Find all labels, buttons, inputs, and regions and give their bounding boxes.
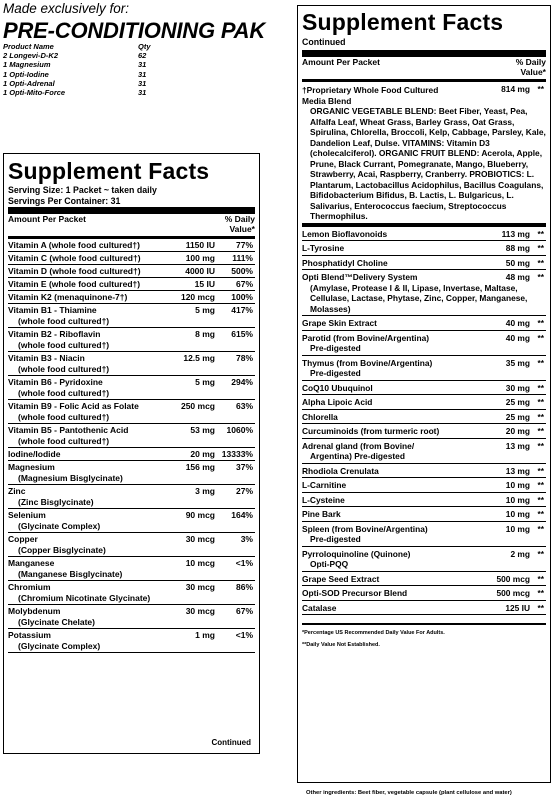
nutrient-source: (Chromium Nicotinate Glycinate)	[18, 593, 151, 604]
nutrient-amount: 100 mg	[185, 253, 215, 264]
nutrient-row	[302, 439, 546, 464]
nutrient-name: Adrenal gland (from Bovine/	[302, 440, 415, 451]
nutrient-amount: 3 mg	[195, 486, 215, 497]
nutrient-daily-value: **	[537, 243, 544, 254]
supplement-facts-panel-right	[297, 5, 551, 783]
nutrient-amount: 30 mg	[505, 382, 530, 393]
nutrient-amount: 40 mg	[505, 318, 530, 329]
nutrient-amount: 35 mg	[505, 357, 530, 368]
nutrient-name: Vitamin D (whole food cultured†)	[8, 266, 141, 277]
product-list-header	[3, 42, 203, 51]
nutrient-daily-value: 37%	[235, 462, 253, 473]
nutrient-amount: 2 mg	[510, 548, 530, 559]
nutrient-row	[302, 356, 546, 381]
nutrient-daily-value: **	[537, 332, 544, 343]
proprietary-blend	[302, 82, 546, 224]
nutrient-amount: 5 mg	[195, 377, 215, 388]
nutrient-row	[302, 493, 546, 508]
servings-per-container: Servings Per Container: 31	[8, 196, 121, 206]
nutrient-amount: 8 mg	[195, 329, 215, 340]
nutrient-daily-value: 100%	[231, 292, 253, 303]
nutrient-name: Vitamin B5 - Pantothenic Acid	[8, 425, 129, 436]
nutrient-row	[8, 252, 255, 265]
nutrient-daily-value: 615%	[231, 329, 253, 340]
nutrient-row	[8, 304, 255, 328]
nutrient-name: Vitamin B2 - Riboflavin	[8, 329, 101, 340]
nutrient-name: Zinc	[8, 486, 26, 497]
nutrient-name: Grape Skin Extract	[302, 318, 377, 329]
daily-value-label: % Daily Value*	[224, 214, 255, 234]
nutrient-name: Opti Blend™Delivery System	[302, 272, 418, 283]
nutrient-row	[302, 410, 546, 425]
supplement-facts-title: Supplement Facts	[8, 158, 210, 184]
pak-title: PRE-CONDITIONING PAK	[3, 18, 266, 43]
nutrient-amount: 12.5 mg	[183, 353, 215, 364]
nutrient-row	[302, 464, 546, 479]
nutrient-amount: 30 mcg	[185, 606, 215, 617]
divider-thick	[302, 50, 546, 57]
nutrient-name: Parotid (from Bovine/Argentina)	[302, 332, 430, 343]
nutrient-name: L-Tyrosine	[302, 243, 345, 254]
nutrient-name: Vitamin B3 - Niacin	[8, 353, 85, 364]
nutrient-amount: 30 mcg	[185, 534, 215, 545]
nutrient-row	[8, 557, 255, 581]
nutrient-amount: 25 mg	[505, 397, 530, 408]
nutrient-name: L-Carnitine	[302, 480, 347, 491]
product-name: 2 Longevi-D-K2	[3, 51, 59, 61]
blend-daily-value: **	[537, 84, 544, 95]
amount-per-packet-label: Amount Per Packet	[302, 57, 380, 67]
nutrient-amount: 120 mcg	[180, 292, 215, 303]
nutrient-row	[302, 572, 546, 587]
nutrient-source: Pre-digested	[310, 534, 361, 545]
product-name: 1 Opti-Iodine	[3, 69, 49, 79]
nutrient-amount: 13 mg	[505, 440, 530, 451]
nutrient-row	[8, 448, 255, 461]
nutrient-daily-value: 67%	[235, 279, 253, 290]
nutrient-source: Pre-digested	[310, 343, 361, 354]
nutrient-row	[302, 586, 546, 601]
nutrient-daily-value: **	[537, 494, 544, 505]
nutrient-name: Copper	[8, 534, 38, 545]
nutrient-name: Vitamin B9 - Folic Acid as Folate	[8, 401, 139, 412]
nutrient-name: Molybdenum	[8, 606, 61, 617]
nutrient-daily-value: **	[537, 602, 544, 613]
nutrient-amount: 5 mg	[195, 305, 215, 316]
nutrient-row	[8, 400, 255, 424]
nutrient-row	[8, 265, 255, 278]
nutrient-row	[302, 507, 546, 522]
nutrient-name: Grape Seed Extract	[302, 573, 380, 584]
column-header	[302, 57, 546, 79]
nutrient-source: (whole food cultured†)	[18, 388, 110, 399]
nutrient-amount: 156 mg	[185, 462, 215, 473]
nutrient-row	[302, 256, 546, 271]
nutrient-amount: 10 mg	[505, 494, 530, 505]
nutrient-daily-value: **	[537, 588, 544, 599]
nutrient-daily-value: 111%	[232, 253, 253, 264]
nutrient-daily-value: <1%	[235, 630, 253, 641]
nutrient-name: Pine Bark	[302, 509, 341, 520]
nutrient-amount: 1150 IU	[185, 240, 215, 251]
nutrient-name: Vitamin B1 - Thiamine	[8, 305, 97, 316]
nutrient-name: Rhodiola Crenulata	[302, 465, 379, 476]
product-qty: 31	[138, 88, 147, 98]
nutrient-row	[8, 352, 255, 376]
nutrient-daily-value: **	[537, 397, 544, 408]
nutrient-daily-value: 77%	[235, 240, 253, 251]
product-qty: 62	[138, 51, 147, 61]
nutrient-row	[8, 509, 255, 533]
nutrient-amount: 4000 IU	[185, 266, 215, 277]
nutrient-name: Catalase	[302, 602, 337, 613]
nutrient-daily-value: 63%	[235, 401, 253, 412]
nutrient-daily-value: **	[537, 357, 544, 368]
continued-label: Continued	[211, 738, 251, 747]
product-name: 1 Opti-Adrenal	[3, 78, 55, 88]
nutrient-amount: 10 mg	[505, 523, 530, 534]
product-row	[3, 70, 203, 79]
nutrient-row	[302, 227, 546, 242]
nutrient-amount: 40 mg	[505, 332, 530, 343]
nutrient-amount: 20 mg	[190, 449, 215, 460]
nutrient-daily-value: 27%	[235, 486, 253, 497]
nutrient-name: Vitamin K2 (menaquinone-7†)	[8, 292, 128, 303]
nutrient-daily-value: 500%	[231, 266, 253, 277]
nutrient-row	[8, 485, 255, 509]
nutrient-daily-value: 67%	[235, 606, 253, 617]
col-product-name: Product Name	[3, 42, 54, 51]
nutrient-source: (Glycinate Complex)	[18, 521, 101, 532]
divider-thick	[8, 207, 255, 214]
nutrient-daily-value: 78%	[235, 353, 253, 364]
nutrient-row	[8, 629, 255, 653]
nutrient-row	[302, 316, 546, 331]
continued-label: Continued	[302, 37, 346, 47]
nutrient-name: Opti-SOD Precursor Blend	[302, 588, 408, 599]
product-list	[3, 42, 203, 97]
product-row	[3, 88, 203, 97]
nutrient-source: (Manganese Bisglycinate)	[18, 569, 123, 580]
nutrient-name: CoQ10 Ubuquinol	[302, 382, 373, 393]
nutrient-row	[8, 461, 255, 485]
nutrient-row	[302, 547, 546, 572]
blend-amount: 814 mg	[501, 84, 530, 95]
blend-ingredients: ORGANIC VEGETABLE BLEND: Beet Fiber, Yeast, Pea, Alfalfa Leaf, Wheat Grass, Barley Grass, Oat Grass, Spirulina, Chlorella, Broccoli, Kelp, Cabbage, Parsley, Kale, Dandelion Leaf, Dulse. VITAMINS: Vitamin D3 (cholecalciferol). ORGANIC FRUIT BLEND: Acerola, Apple, Prune, Black Currant, Pomegranate, Mango, Blueberry, Strawberry, Acai, Raspberry, Cranberry. PROBIOTICS: L. Plantarum, Lactobacillus Acidophilus, Bacillus Coagulans, Bifidobacterium Bifidus, B. Lactis, L. Bulgaricus, L. Salivarius, Enterococcus faecium, Streptococcus Thermophilus.	[310, 106, 546, 222]
col-qty: Qty	[138, 42, 151, 51]
nutrient-amount: 88 mg	[505, 243, 530, 254]
nutrient-daily-value: 164%	[231, 510, 253, 521]
other-ingredients: Other ingredients: Beet fiber, vegetable capsule (plant cellulose and water)	[306, 790, 512, 796]
nutrient-source: (Zinc Bisglycinate)	[18, 497, 94, 508]
footnote-not-established: **Daily Value Not Established.	[302, 642, 380, 649]
nutrient-amount: 1 mg	[195, 630, 215, 641]
product-qty: 31	[138, 78, 147, 88]
nutrient-amount: 113 mg	[501, 228, 530, 239]
nutrient-daily-value: **	[537, 509, 544, 520]
nutrient-daily-value: **	[537, 480, 544, 491]
nutrient-daily-value: **	[537, 523, 544, 534]
nutrient-amount: 30 mcg	[185, 582, 215, 593]
nutrient-source: (Glycinate Chelate)	[18, 617, 95, 628]
nutrient-row	[302, 424, 546, 439]
product-name: 1 Magnesium	[3, 60, 51, 70]
daily-value-label: % Daily Value*	[515, 57, 546, 77]
nutrient-amount: 50 mg	[505, 257, 530, 268]
nutrient-source: Pre-digested	[310, 368, 361, 379]
nutrient-daily-value: <1%	[235, 558, 253, 569]
product-qty: 31	[138, 69, 147, 79]
nutrient-row	[8, 581, 255, 605]
nutrient-name: Phosphatidyl Choline	[302, 257, 388, 268]
nutrient-amount: 250 mcg	[180, 401, 215, 412]
nutrient-row	[302, 241, 546, 256]
nutrient-amount: 500 mcg	[496, 573, 530, 584]
nutrient-row	[8, 239, 255, 252]
nutrient-amount: 15 IU	[194, 279, 215, 290]
column-header	[8, 214, 255, 236]
nutrient-daily-value: 86%	[235, 582, 253, 593]
nutrient-row	[8, 328, 255, 352]
nutrient-daily-value: **	[537, 318, 544, 329]
nutrient-name: Chlorella	[302, 411, 338, 422]
nutrient-name: Potassium	[8, 630, 51, 641]
nutrient-source: (Magnesium Bisglycinate)	[18, 473, 123, 484]
nutrient-daily-value: 417%	[231, 305, 253, 316]
nutrient-amount: 10 mg	[505, 480, 530, 491]
nutrient-daily-value: 1060%	[226, 425, 253, 436]
nutrient-name: Lemon Bioflavonoids	[302, 228, 388, 239]
nutrient-row	[302, 331, 546, 356]
nutrient-daily-value: **	[537, 548, 544, 559]
product-row	[3, 60, 203, 69]
nutrient-amount: 10 mg	[505, 509, 530, 520]
nutrient-row	[302, 478, 546, 493]
nutrient-row	[302, 395, 546, 410]
nutrient-source: (whole food cultured†)	[18, 364, 110, 375]
footnote-daily-value: *Percentage US Recommended Daily Value For Adults.	[302, 630, 445, 637]
nutrient-row	[8, 291, 255, 304]
nutrient-row	[8, 424, 255, 448]
made-exclusively-for: Made exclusively for:	[3, 1, 130, 16]
serving-size: Serving Size: 1 Packet ~ taken daily	[8, 185, 157, 195]
nutrient-amount: 125 IU	[505, 602, 530, 613]
nutrient-name: Curcuminoids (from turmeric root)	[302, 426, 440, 437]
nutrient-amount: 48 mg	[505, 272, 530, 283]
nutrient-source: (Glycinate Complex)	[18, 641, 101, 652]
nutrient-daily-value: 3%	[240, 534, 253, 545]
nutrient-daily-value: **	[537, 382, 544, 393]
nutrient-source: Argentina) Pre-digested	[310, 451, 405, 462]
nutrient-name: Pyrroloquinoline (Quinone)	[302, 548, 411, 559]
nutrient-daily-value: **	[537, 228, 544, 239]
nutrient-row	[8, 605, 255, 629]
nutrient-daily-value: 294%	[231, 377, 253, 388]
nutrient-row	[302, 270, 546, 316]
nutrient-amount: 53 mg	[190, 425, 215, 436]
amount-per-packet-label: Amount Per Packet	[8, 214, 86, 224]
nutrient-daily-value: 13333%	[221, 449, 253, 460]
nutrient-source: (whole food cultured†)	[18, 316, 110, 327]
nutrient-row	[8, 278, 255, 291]
nutrient-row	[8, 376, 255, 400]
nutrient-daily-value: **	[537, 573, 544, 584]
nutrient-source: (whole food cultured†)	[18, 412, 110, 423]
nutrient-source: (Copper Bisglycinate)	[18, 545, 106, 556]
product-name: 1 Opti-Mito-Force	[3, 88, 66, 98]
nutrient-source: (Amylase, Protease I & II, Lipase, Invertase, Maltase, Cellulase, Lactase, Phytase, Zinc, Copper, Manganese, Molasses)	[310, 282, 528, 314]
nutrient-amount: 25 mg	[505, 411, 530, 422]
nutrient-amount: 90 mcg	[185, 510, 215, 521]
nutrient-row	[302, 522, 546, 547]
supplement-facts-panel-left	[3, 153, 260, 754]
nutrient-name: Iodine/Iodide	[8, 449, 61, 460]
nutrient-name: Vitamin B6 - Pyridoxine	[8, 377, 103, 388]
nutrient-name: Alpha Lipoic Acid	[302, 397, 373, 408]
nutrient-daily-value: **	[537, 465, 544, 476]
nutrient-row	[8, 533, 255, 557]
nutrient-daily-value: **	[537, 272, 544, 283]
nutrient-name: Spleen (from Bovine/Argentina)	[302, 523, 428, 534]
product-qty: 31	[138, 60, 147, 70]
supplement-facts-title: Supplement Facts	[302, 9, 504, 35]
blend-name: †Proprietary Whole Food Cultured Media Blend	[302, 85, 439, 106]
nutrient-daily-value: **	[537, 257, 544, 268]
nutrient-daily-value: **	[537, 440, 544, 451]
nutrient-daily-value: **	[537, 411, 544, 422]
nutrient-name: Vitamin E (whole food cultured†)	[8, 279, 141, 290]
nutrient-row	[302, 601, 546, 616]
nutrient-amount: 13 mg	[505, 465, 530, 476]
nutrient-source: (whole food cultured†)	[18, 436, 110, 447]
nutrient-source: (whole food cultured†)	[18, 340, 110, 351]
product-row	[3, 79, 203, 88]
nutrient-source: Opti-PQQ	[310, 559, 349, 570]
nutrient-amount: 20 mg	[505, 426, 530, 437]
nutrient-amount: 500 mcg	[496, 588, 530, 599]
nutrient-name: Vitamin A (whole food cultured†)	[8, 240, 140, 251]
product-row	[3, 51, 203, 60]
nutrient-name: L-Cysteine	[302, 494, 345, 505]
nutrient-name: Magnesium	[8, 462, 55, 473]
nutrient-row	[302, 381, 546, 396]
nutrient-amount: 10 mcg	[185, 558, 215, 569]
nutrient-name: Vitamin C (whole food cultured†)	[8, 253, 141, 264]
nutrient-name: Chromium	[8, 582, 51, 593]
nutrient-name: Manganese	[8, 558, 55, 569]
nutrient-name: Thymus (from Bovine/Argentina)	[302, 357, 433, 368]
nutrient-name: Selenium	[8, 510, 46, 521]
divider-footnote	[302, 623, 546, 625]
nutrient-daily-value: **	[537, 426, 544, 437]
